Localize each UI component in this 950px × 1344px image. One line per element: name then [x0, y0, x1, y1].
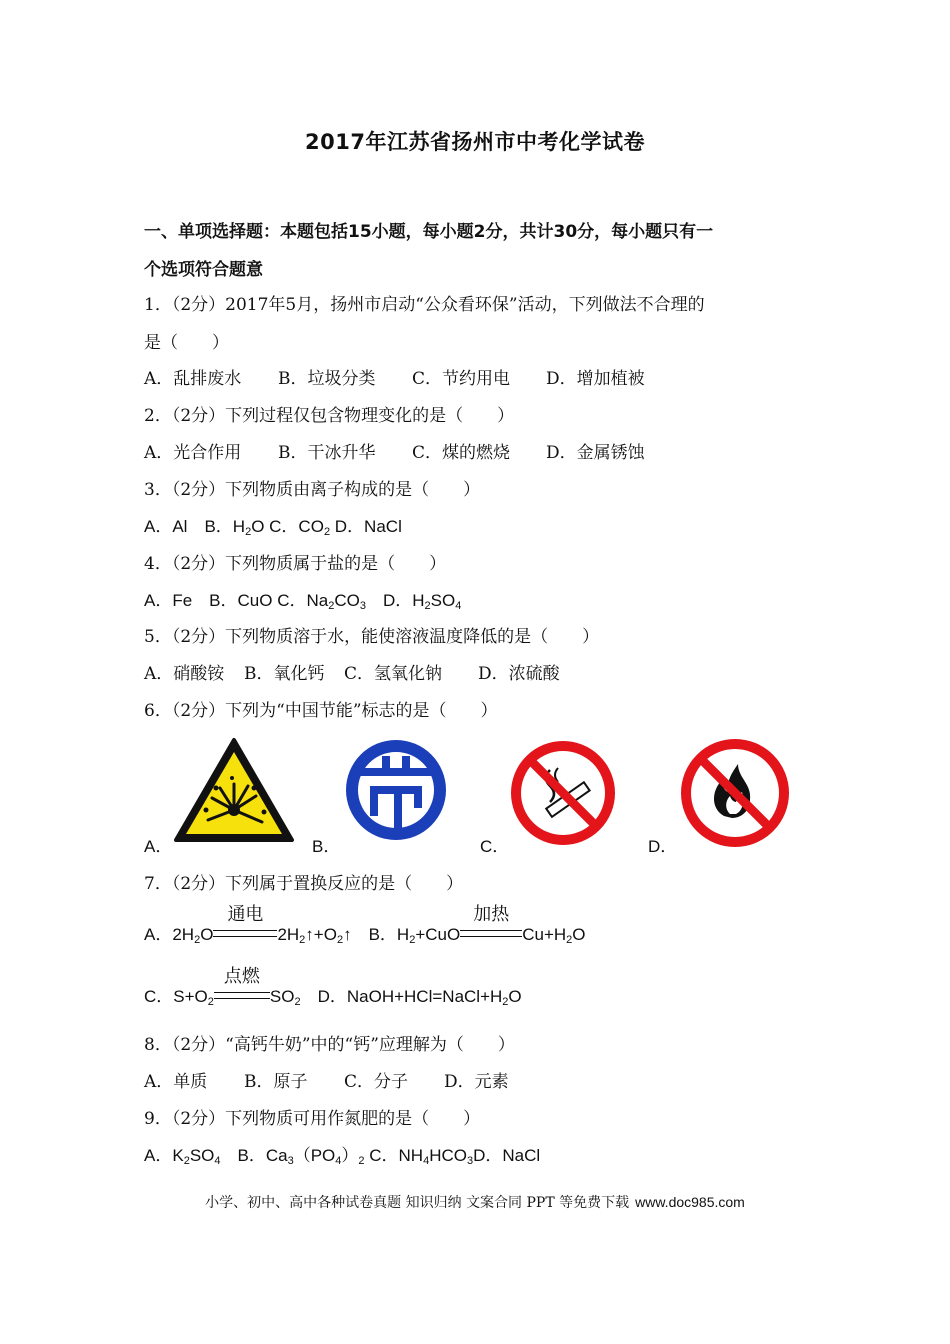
option-b: B．原子	[244, 1072, 308, 1092]
option-d: D．浓硫酸	[478, 664, 560, 684]
question-5-stem: 5．（2分）下列物质溶于水，能使溶液温度降低的是（ ）	[144, 627, 600, 647]
option-d: D．增加植被	[546, 369, 645, 389]
question-5-options	[144, 659, 560, 684]
question-1-stem: 1．（2分）2017年5月，扬州市启动“公众看环保”活动，下列做法不合理的	[144, 295, 705, 315]
equation-condition: 通电	[213, 925, 277, 945]
question-9-stem: 9．（2分）下列物质可用作氮肥的是（ ）	[144, 1109, 481, 1129]
question-4-options: A．Fe B．CuO C．$Na_2CO_3$ D．$H_2SO_4$	[144, 591, 462, 612]
question-1-stem-cont: 是（ ）	[144, 333, 229, 353]
option-c-label: C．	[480, 837, 510, 856]
page-title: 2017年江苏省扬州市中考化学试卷	[305, 130, 645, 154]
option-a: A．乱排废水	[144, 369, 242, 389]
page-footer	[0, 1192, 950, 1212]
question-7-stem: 7．（2分）下列属于置换反应的是（ ）	[144, 874, 464, 894]
question-4-stem: 4．（2分）下列物质属于盐的是（ ）	[144, 554, 447, 574]
option-b: B．氧化钙	[244, 664, 325, 684]
option-a: A．硝酸铵	[144, 664, 225, 684]
footer-url[interactable]: www.doc985.com	[635, 1194, 745, 1210]
question-8-options	[144, 1067, 509, 1092]
section-heading-cont: 个选项符合题意	[144, 260, 263, 280]
option-a: A．光合作用	[144, 443, 242, 463]
question-8-stem: 8．（2分）“高钙牛奶”中的“钙”应理解为（ ）	[144, 1035, 515, 1055]
option-b: B．干冰升华	[278, 443, 376, 463]
question-6-stem: 6．（2分）下列为“中国节能”标志的是（ ）	[144, 701, 498, 721]
equation-condition: 加热	[460, 925, 522, 945]
question-9-options: A．$K_2SO_4$ B．$Ca_3(PO_4)_2$ C．$NH_4HCO_3D$．NaCl	[144, 1146, 541, 1167]
option-c: C．分子	[344, 1072, 409, 1092]
option-c: C．节约用电	[412, 369, 511, 389]
option-a: A．单质	[144, 1072, 208, 1092]
option-d: D．金属锈蚀	[546, 443, 645, 463]
question-3-options: A．Al B．$H_2O$ C．$CO_2$ D．NaCl	[144, 517, 402, 538]
no-smoking-sign-icon	[510, 740, 616, 846]
china-energy-saving-logo-icon	[344, 738, 448, 842]
footer-text: 小学、初中、高中各种试卷真题 知识归纳 文案合同 PPT 等免费下载	[205, 1195, 630, 1211]
option-d-label: D．	[648, 837, 678, 856]
question-3-stem: 3．（2分）下列物质由离子构成的是（ ）	[144, 480, 481, 500]
equation-condition: 点燃	[214, 987, 270, 1007]
option-b: B．垃圾分类	[278, 369, 376, 389]
option-a-label: A．	[144, 837, 173, 856]
section-heading: 一、单项选择题：本题包括15小题，每小题2分，共计30分，每小题只有一	[144, 222, 714, 242]
question-1-options	[144, 364, 645, 389]
question-2-options	[144, 438, 645, 463]
option-d: D．元素	[444, 1072, 509, 1092]
question-7-options-ab: A．$2H_2O$ 通电 $2H_2↑+O_2↑$ B．$H_2+CuO$ 加热 $Cu+H_2O$	[144, 904, 586, 946]
no-open-flame-sign-icon	[680, 738, 790, 848]
question-2-stem: 2．（2分）下列过程仅包含物理变化的是（ ）	[144, 406, 515, 426]
question-7-options-cd: C．$S+O_2$ 点燃 $SO_2$ D．$NaOH+HCl=NaCl+H_2O$	[144, 966, 522, 1008]
option-c: C．氢氧化钠	[344, 664, 443, 684]
option-c: C．煤的燃烧	[412, 443, 511, 463]
option-b-label: B．	[312, 837, 341, 856]
explosive-warning-sign-icon	[172, 736, 296, 844]
